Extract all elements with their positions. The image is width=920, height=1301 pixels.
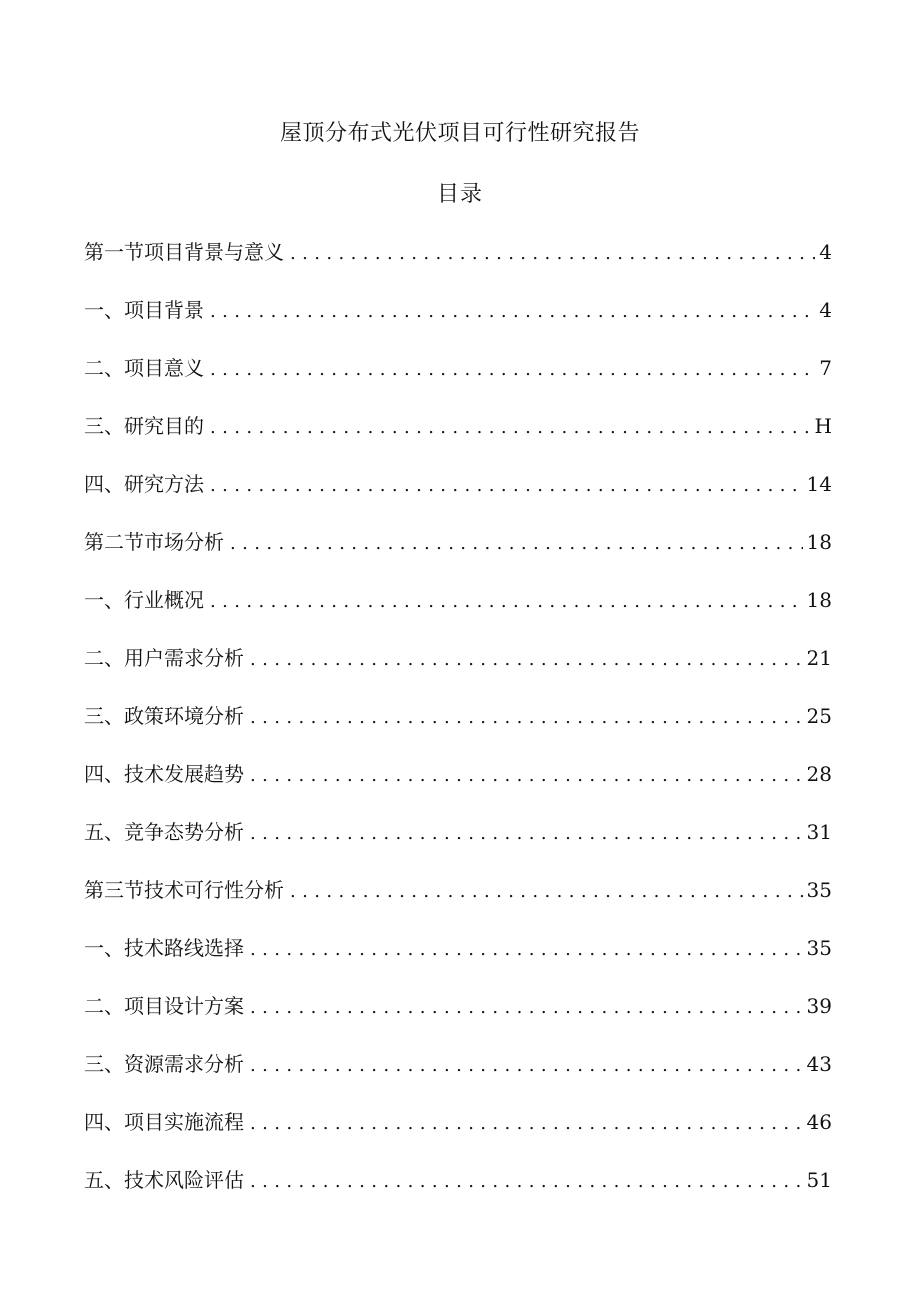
- toc-entry[interactable]: [84, 467, 832, 525]
- toc-entry-page: 14: [806, 472, 832, 496]
- toc-entry[interactable]: [84, 1105, 832, 1163]
- toc-entry-label: 第二节市场分析: [84, 530, 224, 554]
- toc-entry-page: 43: [806, 1052, 832, 1076]
- toc-entry-label: 三、政策环境分析: [84, 704, 244, 728]
- toc-entry[interactable]: [84, 409, 832, 467]
- toc-heading: 目录: [436, 182, 483, 207]
- toc-dot-leader: [250, 1107, 803, 1141]
- toc-entry-label: 五、技术风险评估: [84, 1168, 244, 1192]
- toc-dot-leader: [250, 643, 803, 677]
- toc-entry-label: 四、项目实施流程: [84, 1110, 244, 1134]
- toc-entry-label: 四、技术发展趋势: [84, 762, 244, 786]
- toc-entry-page: 35: [806, 936, 832, 960]
- toc-entry[interactable]: [84, 351, 832, 409]
- toc-entry[interactable]: [84, 815, 832, 873]
- toc-entry[interactable]: [84, 293, 832, 351]
- toc-entry-page: 4: [819, 240, 832, 264]
- toc-entry-page: 51: [806, 1168, 832, 1192]
- toc-entry-label: 二、用户需求分析: [84, 646, 244, 670]
- toc-entry-label: 一、技术路线选择: [84, 936, 244, 960]
- toc-entry[interactable]: [84, 1163, 832, 1221]
- toc-entry-label: 一、行业概况: [84, 588, 204, 612]
- toc-dot-leader: [250, 991, 803, 1025]
- toc-dot-leader: [210, 295, 815, 329]
- toc-entry-label: 五、竞争态势分析: [84, 820, 244, 844]
- toc-entry-label: 三、资源需求分析: [84, 1052, 244, 1076]
- toc-entry-label: 第三节技术可行性分析: [84, 878, 284, 902]
- toc-entry[interactable]: [84, 525, 832, 583]
- toc-entry-label: 二、项目意义: [84, 356, 204, 380]
- toc-entry[interactable]: [84, 989, 832, 1047]
- toc-dot-leader: [290, 875, 803, 909]
- toc-dot-leader: [210, 585, 803, 619]
- toc-dot-leader: [250, 701, 803, 735]
- toc-entry-label: 第一节项目背景与意义: [84, 240, 284, 264]
- toc-dot-leader: [250, 1049, 803, 1083]
- toc-entry[interactable]: [84, 757, 832, 815]
- toc-dot-leader: [250, 1165, 803, 1199]
- toc-dot-leader: [210, 411, 811, 445]
- toc-entry-page: 25: [806, 704, 832, 728]
- toc-entry-page: 28: [806, 762, 832, 786]
- toc-entry[interactable]: [84, 699, 832, 757]
- toc-entry[interactable]: [84, 1047, 832, 1105]
- toc-entry[interactable]: [84, 931, 832, 989]
- document-title: 屋顶分布式光伏项目可行性研究报告: [279, 121, 640, 146]
- toc-entry-page: 21: [806, 646, 832, 670]
- toc-entry-page: 7: [819, 356, 832, 380]
- table-of-contents: [84, 235, 832, 1221]
- toc-dot-leader: [210, 469, 803, 503]
- toc-entry-page: 46: [806, 1110, 832, 1134]
- toc-entry-page: 31: [806, 820, 832, 844]
- toc-entry-page: 18: [806, 588, 832, 612]
- toc-entry-label: 一、项目背景: [84, 298, 204, 322]
- toc-dot-leader: [250, 933, 803, 967]
- toc-dot-leader: [210, 353, 815, 387]
- toc-dot-leader: [250, 759, 803, 793]
- toc-entry-page: 39: [806, 994, 832, 1018]
- toc-entry[interactable]: [84, 235, 832, 293]
- toc-entry-page: 35: [806, 878, 832, 902]
- toc-dot-leader: [290, 237, 815, 271]
- toc-dot-leader: [250, 817, 803, 851]
- toc-entry[interactable]: [84, 641, 832, 699]
- toc-entry-label: 三、研究目的: [84, 414, 204, 438]
- toc-entry[interactable]: [84, 873, 832, 931]
- toc-entry-label: 四、研究方法: [84, 472, 204, 496]
- toc-entry-label: 二、项目设计方案: [84, 994, 244, 1018]
- toc-entry-page: 4: [819, 298, 832, 322]
- toc-entry-page: 18: [806, 530, 832, 554]
- toc-dot-leader: [230, 527, 803, 561]
- toc-entry-page: H: [814, 414, 832, 438]
- toc-entry[interactable]: [84, 583, 832, 641]
